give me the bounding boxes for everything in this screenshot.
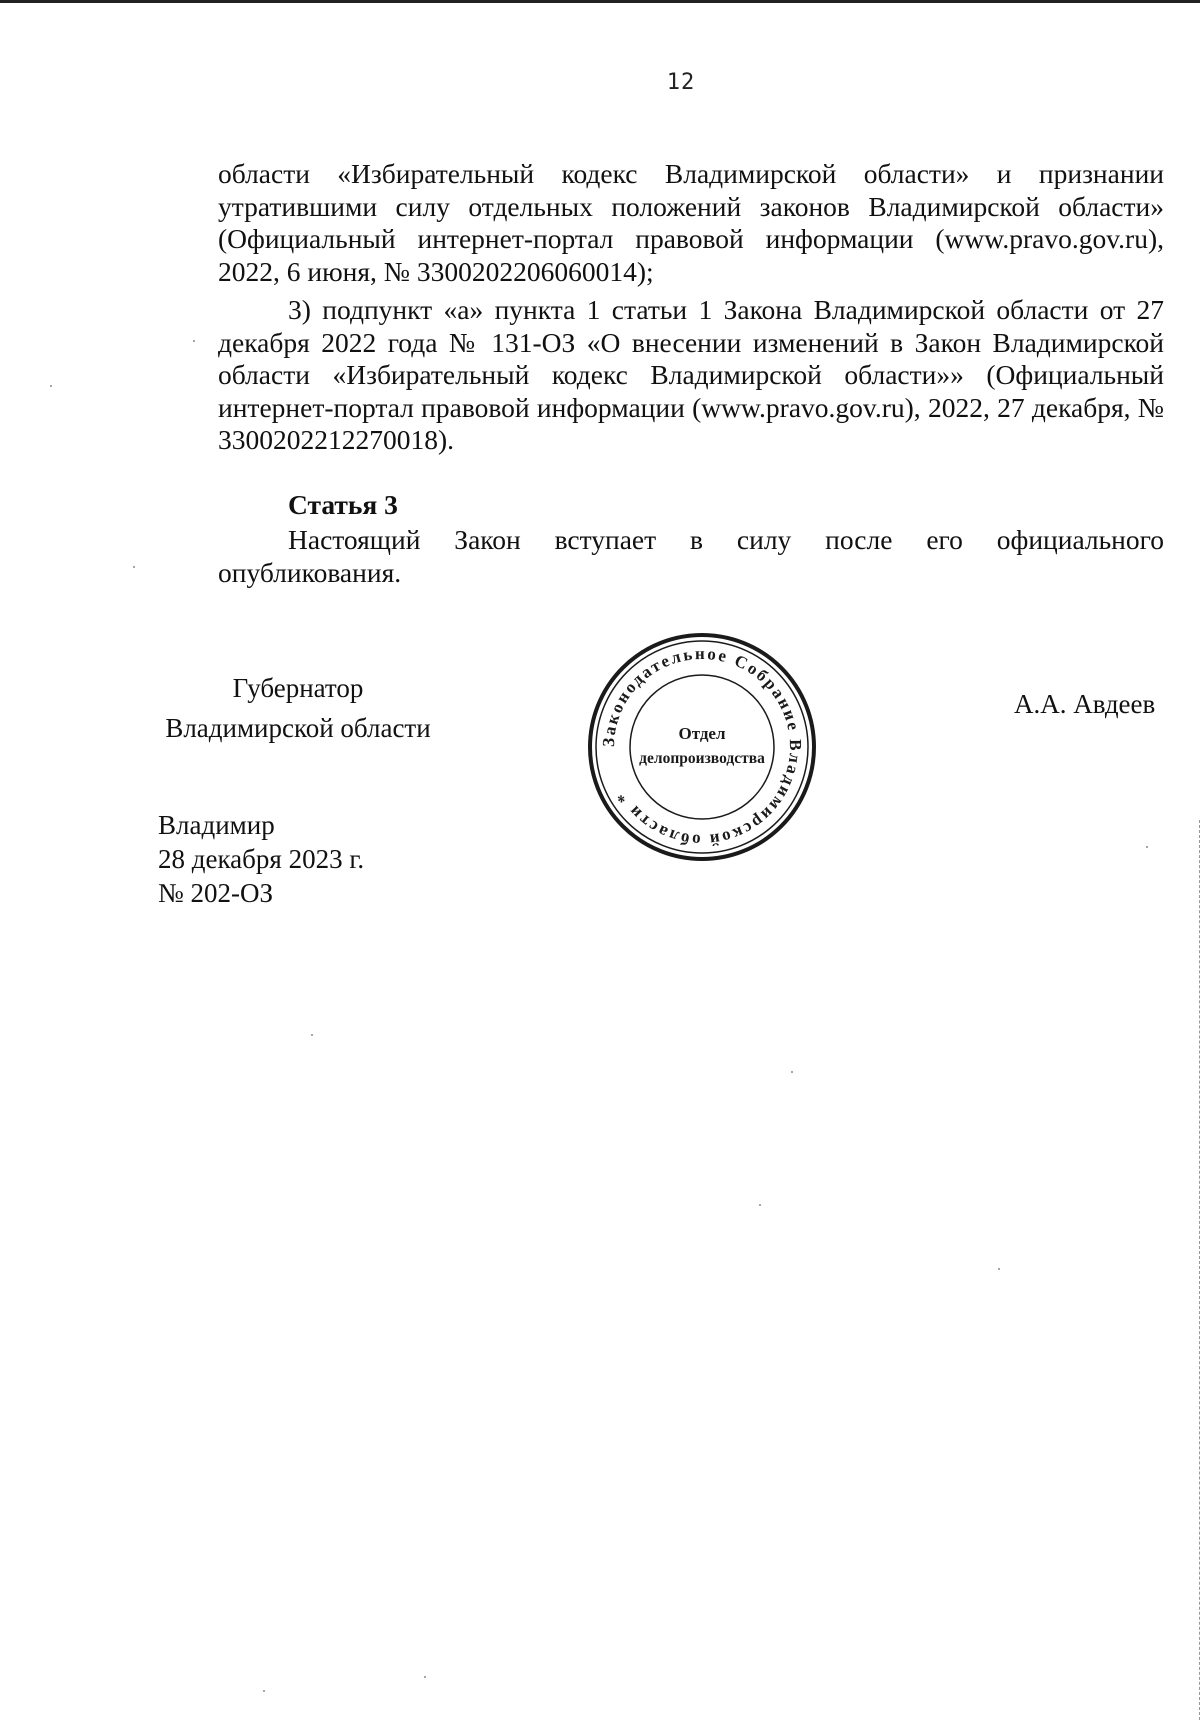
official-seal <box>586 631 818 863</box>
scan-speck <box>998 1268 1000 1270</box>
seal-ring-text: Законодательное Собрание Владимирской области * <box>598 643 806 851</box>
scan-speck <box>263 1690 265 1692</box>
place-date-block <box>158 808 364 910</box>
scan-speck <box>791 1071 793 1073</box>
governor-title-line-2: Владимирской области <box>165 713 431 743</box>
scan-speck <box>311 1034 313 1036</box>
scan-speck <box>424 1676 426 1678</box>
place-city: Владимир <box>158 810 275 840</box>
governor-title-line-1: Губернатор <box>232 673 364 703</box>
paragraph-continuation: области «Избирательный кодекс Владимирской области» и признании утратившими силу отдельных положений законов Владимирской области» (Официальный интернет-портал правовой информации (www.pravo.gov.ru), 2022, 6 июня, № 3300202206060014); <box>218 158 1164 287</box>
seal-inner-ring <box>630 675 774 819</box>
scan-speck <box>133 566 135 568</box>
page-number: 12 <box>666 70 696 95</box>
scan-speck <box>759 1204 761 1206</box>
seal-outer-thin-ring <box>596 641 808 853</box>
scan-speck <box>1146 846 1148 848</box>
seal-outer-ring <box>590 635 814 859</box>
signatory-name: А.А. Авдеев <box>1014 689 1156 719</box>
seal-center-line-2: делопроизводства <box>639 750 765 767</box>
scan-speck <box>193 340 195 342</box>
governor-title <box>158 668 438 748</box>
law-number: № 202-ОЗ <box>158 878 274 908</box>
article-3-heading: Статья 3 <box>288 489 398 520</box>
paragraph-item-3: 3) подпункт «а» пункта 1 статьи 1 Закона Владимирской области от 27 декабря 2022 года № 131-ОЗ «О внесении изменений в Закон Владимирской области «Избирательный кодекс Владимирской области»» (Официальный интернет-портал правовой информации (www.pravo.gov.ru), 2022, 27 декабря, № 3300202212270018). <box>218 294 1164 455</box>
seal-center-line-1: Отдел <box>678 724 726 743</box>
law-date: 28 декабря 2023 г. <box>158 844 365 874</box>
scan-speck <box>50 385 52 387</box>
article-3-body: Настоящий Закон вступает в силу после его официального опубликования. <box>218 524 1164 588</box>
page-top-border <box>0 0 1200 3</box>
